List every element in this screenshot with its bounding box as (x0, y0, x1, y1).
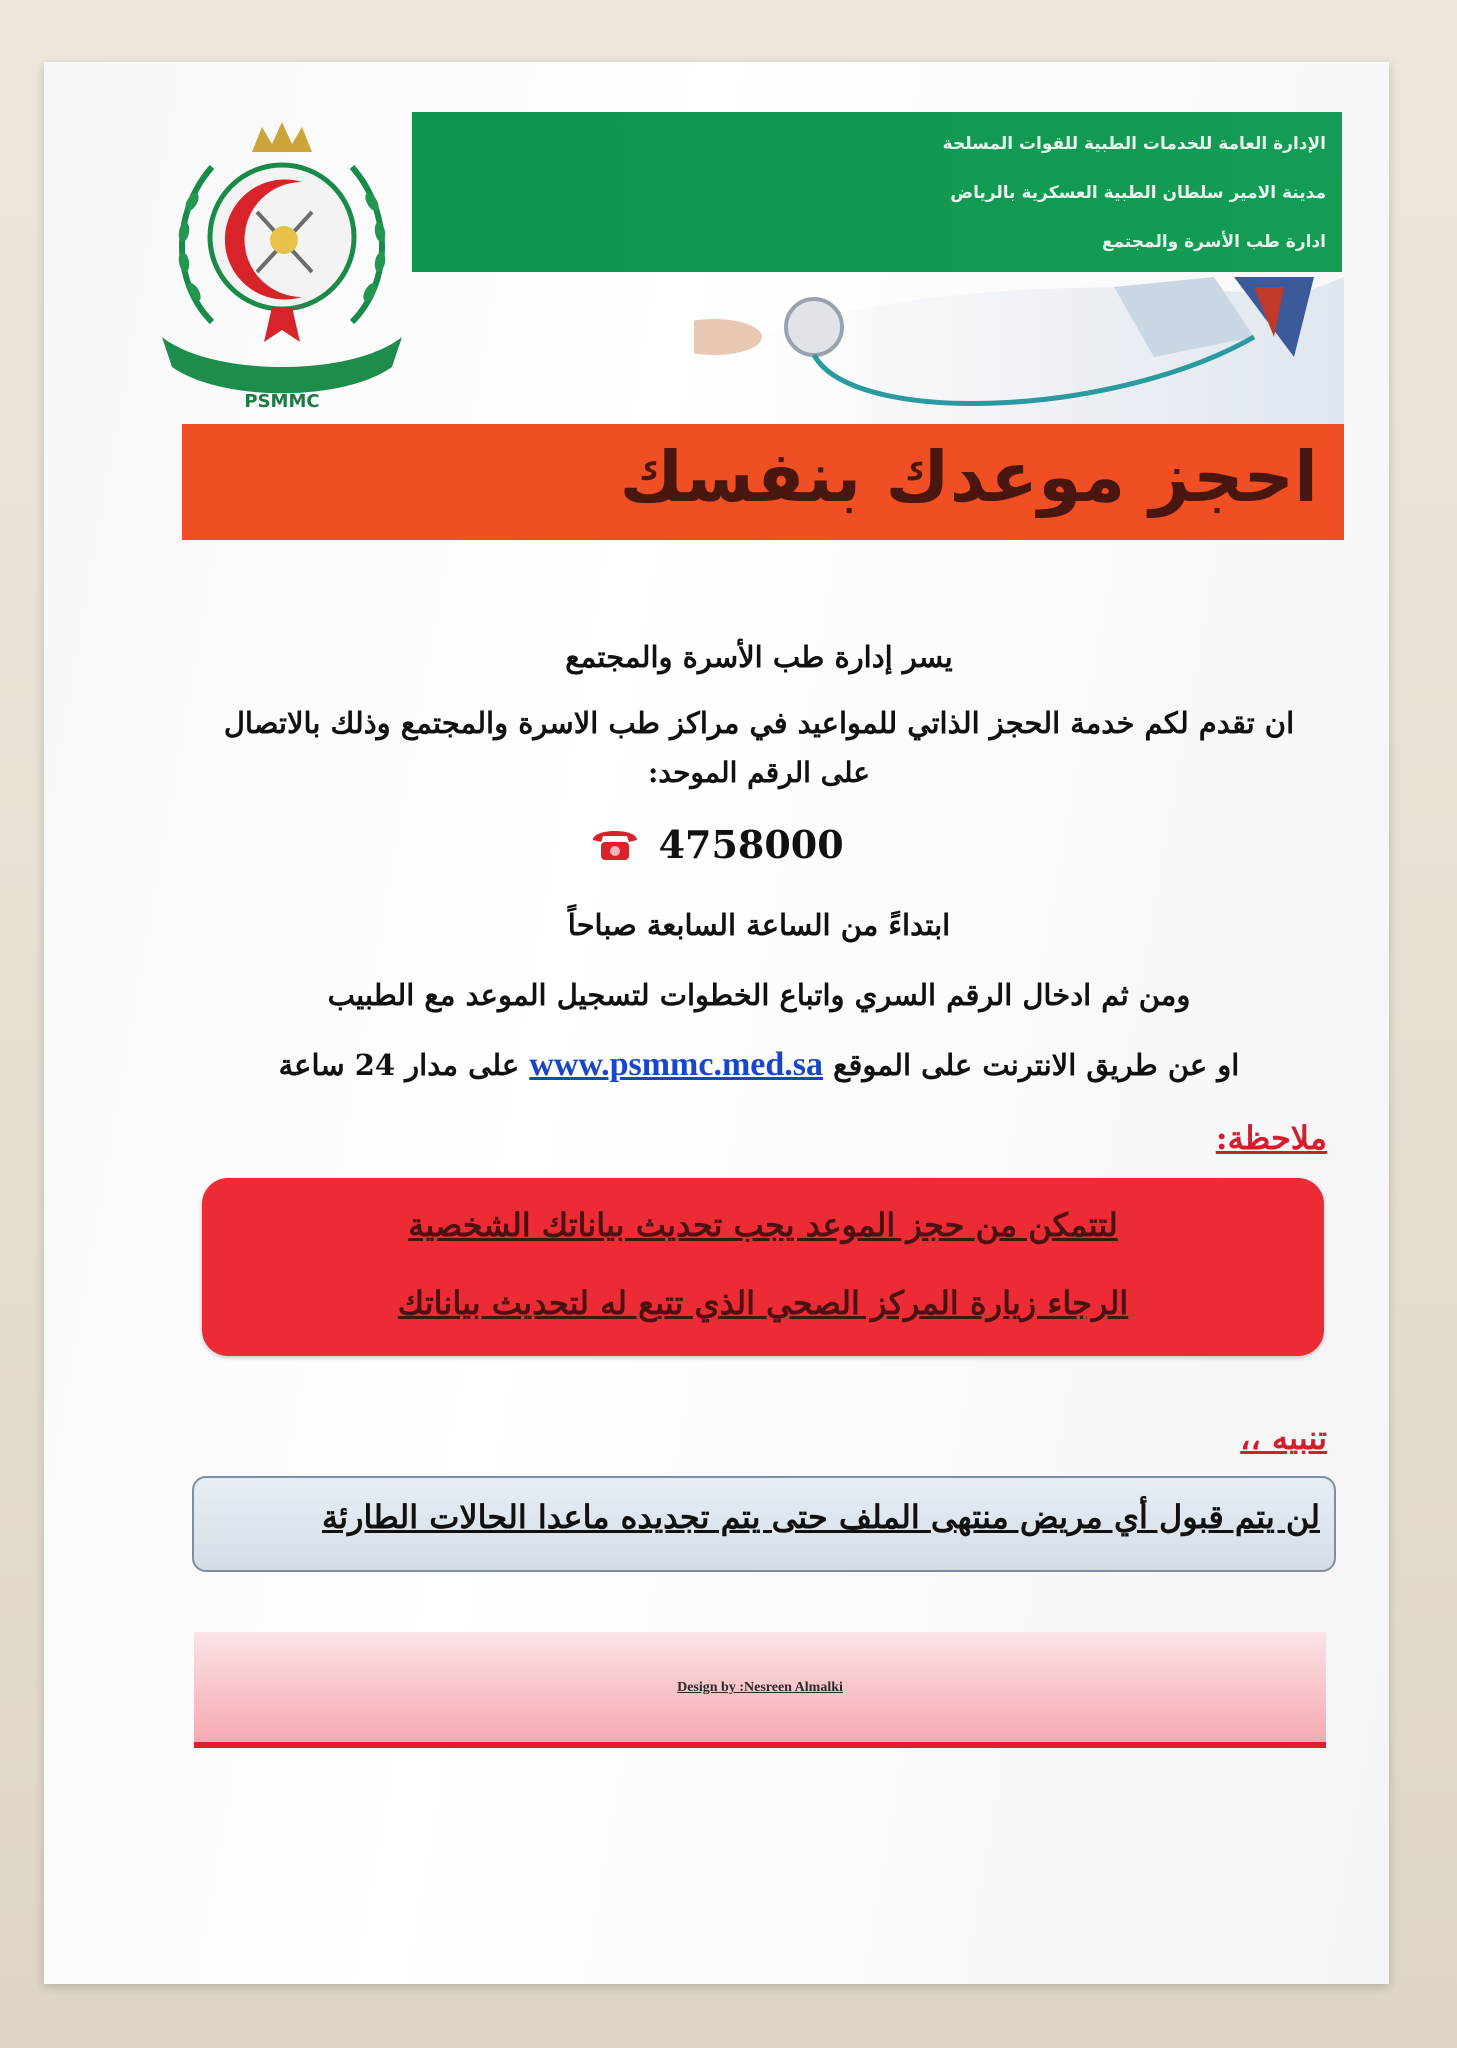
body-line-5: ومن ثم ادخال الرقم السري واتباع الخطوات لتسجيل الموعد مع الطبيب (327, 978, 1191, 1012)
title-band (182, 424, 1344, 540)
footer-band (194, 1632, 1326, 1748)
body-line-3: على الرقم الموحد: (648, 756, 870, 789)
warning-label: تنبيه ،، (1240, 1419, 1327, 1457)
doctor-stethoscope-image (694, 277, 1344, 427)
telephone-icon (589, 824, 641, 873)
header-line-1: الإدارة العامة للخدمات الطبية للقوات المسلحة (942, 134, 1326, 154)
note-line-2: الرجاء زيارة المركز الصحي الذي تتبع له لتحديث بياناتك (397, 1284, 1129, 1322)
phone-row (44, 822, 1389, 873)
body-line-6-start: او عن طريق الانترنت على الموقع (833, 1048, 1240, 1082)
header-line-3: ادارة طب الأسرة والمجتمع (1101, 232, 1326, 252)
header-line-2: مدينة الامير سلطان الطبية العسكرية بالرياض (950, 183, 1326, 203)
note-line-1: لتتمكن من حجز الموعد يجب تحديث بياناتك الشخصية (408, 1206, 1118, 1244)
phone-number: 4758000 (658, 822, 844, 867)
note-label: ملاحظة: (1215, 1119, 1327, 1157)
body-line-6-end: على مدار 24 ساعة (278, 1048, 520, 1082)
poster (44, 62, 1389, 1984)
website-link[interactable]: www.psmmc.med.sa (529, 1046, 823, 1083)
note-box (202, 1178, 1324, 1356)
designer-credit: Design by :Nesreen Almalki (677, 1680, 843, 1695)
emblem-text: PSMMC (244, 391, 320, 412)
warning-text: لن يتم قبول أي مريض منتهى الملف حتى يتم تجديده ماعدا الحالات الطارئة (321, 1498, 1320, 1536)
warning-box (192, 1476, 1336, 1572)
header-lines (943, 124, 1326, 271)
body-line-1: يسر إدارة طب الأسرة والمجتمع (565, 640, 953, 674)
psmmc-emblem-logo (152, 112, 412, 412)
body-line-2: ان تقدم لكم خدمة الحجز الذاتي للمواعيد في مراكز طب الاسرة والمجتمع وذلك بالاتصال (223, 706, 1295, 740)
poster-title: احجز موعدك بنفسك (619, 436, 1318, 518)
body-line-6 (154, 1046, 1364, 1084)
header-band (412, 112, 1342, 272)
body-line-4: ابتداءً من الساعة السابعة صباحاً (567, 908, 951, 942)
